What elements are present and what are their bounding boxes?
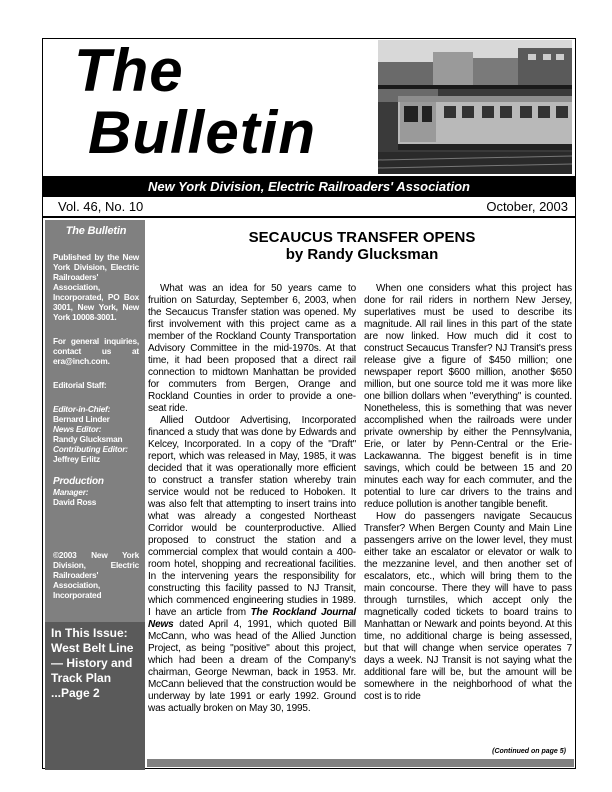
in-this-issue-box (45, 622, 145, 770)
staff-heading: Editorial Staff: (53, 380, 107, 390)
continued-note: (Continued on page 5) (492, 748, 566, 755)
manager-label: Manager: (53, 487, 89, 497)
sidebar-title: The Bulletin (65, 225, 127, 237)
contributing-editor-label: Contributing Editor: (53, 444, 128, 454)
issue-date: October, 2003 (486, 199, 568, 214)
production-manager: David Ross (53, 497, 97, 507)
article-byline: by Randy Glucksman (285, 246, 439, 263)
article-headline: SECAUCUS TRANSFER OPENS (248, 229, 476, 246)
title-line-1: The (74, 37, 184, 104)
in-this-issue-line-2: — History and (51, 656, 133, 670)
in-this-issue-line-3: Track Plan (51, 671, 112, 685)
train-photo-illustration (378, 40, 572, 174)
news-editor: Randy Glucksman (53, 434, 123, 444)
article-column-left (148, 283, 356, 715)
header-rule (43, 216, 575, 218)
in-this-issue-line-1: West Belt Line (51, 641, 134, 655)
article-paragraph: What was an idea for 50 years came to fruition on Saturday, September 6, 2003, when the Secaucus Transfer station was opened. My first involvement with this project came as a member of the Rockland County Transportation Advisory Committee in the mid-1970s. At that time, it had been proposed that a direct rail connection to midtown Manhattan be provided for commuters from Bergen, Orange and Rockland Counties in order to provide a one-seat ride. (148, 283, 356, 414)
paragraph-text: Allied Outdoor Advertising, Incorporated financed a study that was done by Edwards and Kelcey, Incorporated. In a copy of the "Draft" report, which was released in May, 1985, it was decided that it was operationally more efficient to construct a transfer station whereby train service would not be reduced to Hoboken. It was also felt that attempting to insert trains into what was already a congested Northeast Corridor would be counterproductive. Allied proposed to construct the station and a commercial complex that would contain a 400-room hotel, shopping and recreational facilities. In the intervening years the responsibility for constructing this facility passed to NJ Transit, which commenced engineering studies in 1989. I have an article from (148, 415, 356, 618)
article-paragraph (148, 415, 356, 715)
copyright-notice: ©2003 New York Division, Electric Railroaders' Association, Incorporated (53, 550, 139, 600)
in-this-issue-heading: In This Issue: (51, 626, 128, 640)
title-line-2: Bulletin (88, 99, 316, 166)
editor-in-chief-label: Editor-in-Chief: (53, 404, 111, 414)
article-column-right (364, 283, 572, 703)
article-paragraph: When one considers what this project has done for rail riders in northern New Jersey, superlatives must be used to describe its magnitude. All rail lines in this part of the state are now linked. How much did it cost to construct Secaucus Transfer? NJ Transit's press release give a figure of $450 million; one newspaper report $600 million, another $650 million, but one source told me it was more like one billion dollars when "everything" is counted. Nonetheless, this is something that was never accomplished when the railroads were under private ownership by either the Pennsylvania, Erie, or later by Penn-Central or the Erie-Lackawanna. The biggest benefit is in time savings, which could be between 15 and 20 minutes each way for each commuter, and the potential to lure car drivers to the trains and reduce pollution is another tangible benefit. (364, 283, 572, 510)
contact-info: For general inquiries, contact us at era@inch.com. (53, 336, 139, 366)
masthead-title (74, 37, 374, 166)
newspaper-title: The Rockland Journal News (148, 607, 357, 630)
news-editor-label: News Editor: (53, 424, 102, 434)
volume-number: Vol. 46, No. 10 (58, 199, 144, 214)
in-this-issue-line-4: ...Page 2 (51, 686, 100, 700)
article-headline-block (150, 229, 574, 263)
publisher-info: Published by the New York Division, Electric Railroaders' Association, Incorporated, PO Box 3001, New York, New York 10008-3001. (53, 252, 139, 322)
paragraph-text: dated April 4, 1991, which quoted Bill McCann, who was head of the Allied Junction Project, as being "positive" about this project, which had been a dream of the Company's chairman, George Newman, back in 1953. Mr. McCann believed that the construction would be underway by late 1991 or early 1992. Ground was actually broken on May 30, 1995. (148, 619, 356, 714)
staff-list (53, 404, 139, 464)
train-photo (378, 40, 572, 174)
production-block (53, 476, 139, 507)
article-paragraph: How do passengers navigate Secaucus Transfer? When Bergen County and Main Line passengers arrive on the lower level, they must either take an escalator or elevator or walk to the mezzanine level, and then another set of escalators, etc., which will bring them to the main concourse. There they will have to pass through turnstiles, which accept only the magnetically coded tickets to board trains to Manhattan or Newark and points beyond. At this time, no additional charge is being assessed, but that will change when service operates 7 days a week. NJ Transit is not saying what the additional fare will be, but the amount will be somewhere in the neighborhood of what the cost is to ride (364, 511, 572, 702)
contributing-editor: Jeffrey Erlitz (53, 454, 101, 464)
bottom-rule (147, 759, 574, 767)
organization-banner: New York Division, Electric Railroaders' Association (43, 176, 575, 197)
production-label: Production (53, 476, 104, 487)
editor-in-chief: Bernard Linder (53, 414, 110, 424)
